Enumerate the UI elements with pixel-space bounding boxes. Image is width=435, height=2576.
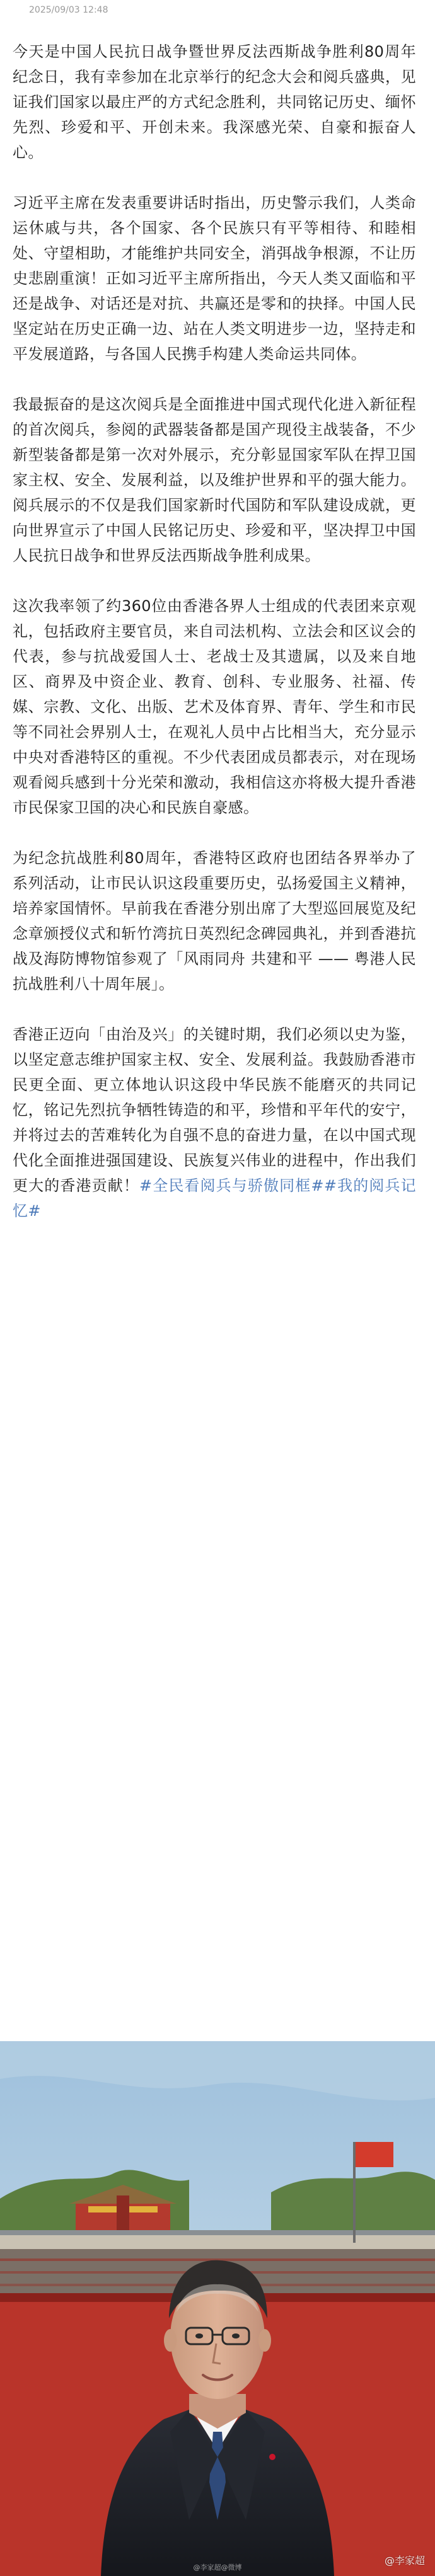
- paragraph-1: 今天是中国人民抗日战争暨世界反法西斯战争胜利80周年纪念日，我有幸参加在北京举行的纪念大会和阅兵盛典，见证我们国家以最庄严的方式纪念胜利，共同铭记历史、缅怀先烈、珍爱和平、开创未来。我深感光荣、自豪和振奋人心。: [13, 43, 416, 161]
- paragraph-6-text: 香港正迈向「由治及兴」的关键时期，我们必须以史为鉴，以坚定意志维护国家主权、安全、发展利益。我鼓励香港市民更全面、更立体地认识这段中华民族不能磨灭的共同记忆，铭记先烈抗争牺牲铸造的和平，珍惜和平年代的安宁，并将过去的苦难转化为自强不息的奋进力量，在以中国式现代化全面推进强国建设、民族复兴伟业的进程中，作出我们更大的香港贡献！: [13, 1026, 416, 1194]
- author-watermark: @李家超: [384, 2555, 425, 2567]
- post-photo[interactable]: [0, 2041, 435, 2576]
- paragraph-5: 为纪念抗战胜利80周年，香港特区政府也团结各界举办了系列活动，让市民认识这段重要历史，弘扬爱国主义精神，培养家国情怀。早前我在香港分别出席了大型巡回展览及纪念章颁授仪式和斩竹湾抗日英烈纪念碑园典礼，并到香港抗战及海防博物馆参观了「风雨同舟 共建和平 —— 粤港人民抗战胜利八十周年展」。: [13, 849, 416, 993]
- paragraph-6: [13, 1022, 416, 1223]
- platform-watermark: @李家超@微博: [193, 2563, 242, 2572]
- post-body: [13, 39, 416, 1249]
- post-timestamp: 2025/09/03 12:48: [29, 5, 108, 15]
- hashtag-link[interactable]: #全民看阅兵与骄傲同框##我的阅兵记忆#: [13, 1177, 417, 1220]
- paragraph-3: 我最振奋的是这次阅兵是全面推进中国式现代化进入新征程的首次阅兵，参阅的武器装备都是国产现役主战装备，不少新型装备都是第一次对外展示，充分彰显国家军队在捍卫国家主权、安全、发展利益，以及维护世界和平的强大能力。阅兵展示的不仅是我们国家新时代国防和军队建设成就，更向世界宣示了中国人民铭记历史、珍爱和平，坚决捍卫中国人民抗日战争和世界反法西斯战争胜利成果。: [13, 396, 416, 564]
- paragraph-4: 这次我率领了约360位由香港各界人士组成的代表团来京观礼，包括政府主要官员，来自司法机构、立法会和区议会的代表，参与抗战爱国人士、老战士及其遗属，以及来自地区、商界及中资企业、教育、创科、专业服务、社福、传媒、宗教、文化、出版、艺术及体育界、青年、学生和市民等不同社会界别人士，在观礼人员中占比相当大，充分显示中央对香港特区的重视。不少代表团成员都表示，对在现场观看阅兵感到十分光荣和激动，我相信这亦将极大提升香港市民保家卫国的决心和民族自豪感。: [13, 597, 416, 816]
- paragraph-2: 习近平主席在发表重要讲话时指出，历史警示我们，人类命运休戚与共，各个国家、各个民族只有平等相待、和睦相处、守望相助，才能维护共同安全，消弭战争根源，不让历史悲剧重演！正如习近平主席所指出，今天人类又面临和平还是战争、对话还是对抗、共赢还是零和的抉择。中国人民坚定站在历史正确一边、站在人类文明进步一边，坚持走和平发展道路，与各国人民携手构建人类命运共同体。: [13, 194, 416, 363]
- parade-photo: [0, 2041, 435, 2576]
